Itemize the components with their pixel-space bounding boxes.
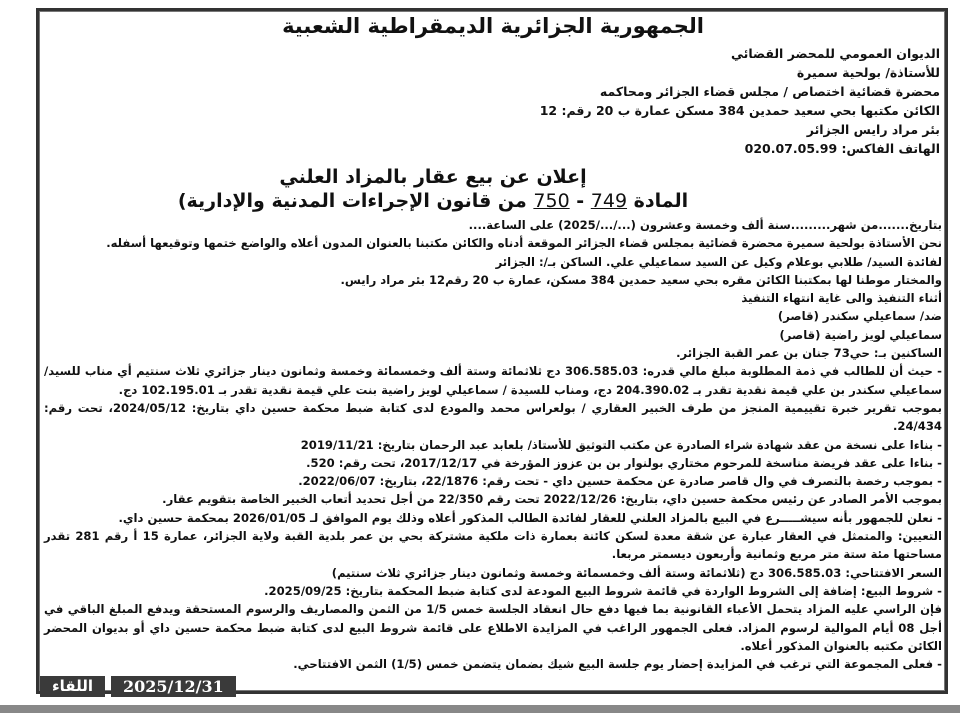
body-paragraph: - حيث أن للطالب في ذمة المطلوبة مبلغ مالي قدره: 306.585.03 دج ثلاثمائة وستة ألف وخمسمائة وخمسة وثمانون دينار جزائري ثلاث سنتيم أي مناب للسيد/ سماعيلي سكندر بن علي قيمة نقدية تقدر بـ 204.390.02 دج، ومناب للسيدة / سماعيلي لويز راضية بنت علي قيمة نقدية تقدر بـ 102.195.01 دج. [44,364,942,397]
article-number: 750 [533,190,570,212]
body-paragraph: أثناء التنفيذ والى غاية انتهاء التنفيذ [741,291,942,306]
body-paragraph: نحن الأستاذة بولحية سميرة محضرة قضائية بمجلس قضاء الجزائر الموقعة أدناه والكائن مكتبنا بالعنوان المدون أعلاه والواضع ختمها وتوقيعها أسفله. [106,236,942,251]
body-paragraph: بموجب تقرير خبرة تقييمية المنجز من طرف الخبير العقاري / بولعراس محمد والمودع لدى كتابة ضبط محكمة حسين داي بتاريخ: 2024/05/12، تحت رقم: 24/434. [44,400,942,434]
publication-footer [40,676,236,697]
article-prefix: المادة [633,190,689,212]
body-paragraph: - بناءا على عقد فريضة مناسخة للمرحوم مختاري بولنوار بن بن عزوز المؤرخة في 2017/12/17، تحت رقم: 520. [306,455,942,470]
legal-notice [44,12,942,673]
article-separator: - [569,190,591,212]
article-suffix: من قانون الإجراءات المدنية والإدارية) [177,190,534,212]
notice-headline: إعلان عن بيع عقار بالمزاد العلني [279,166,587,188]
body-paragraph: فإن الراسي عليه المزاد يتحمل الأعباء القانونية بما فيها دفع حال انعقاد الجلسة خمس 1/5 من الثمن والمصاريف والرسوم المستحقة ويدفع المبلغ الباقي في أجل 08 أيام الموالية لرسوم المزاد. فعلى الجمهور الراغب في المزايدة الاطلاع على قائمة شروط البيع لدى كتابة ضبط محكمة حسين داي أو بديوان المحضر الكائن مكتبه بالعنوان المذكور أعلاه. [44,602,942,653]
page-edge-divider [0,705,960,713]
header-line: الديوان العمومي للمحضر القضائي [731,46,940,61]
body-paragraph: - نعلن للجمهور بأنه سيشـــــرع في البيع بالمزاد العلني للعقار لفائدة الطالب المذكور أعلاه وذلك يوم الموافق لـ 2026/01/05 بمحكمة حسين داي. [118,510,942,525]
body-paragraph: بتاريخ.......من شهر.........سنة ألف وخمسة وعشرون (.../.../2025) على الساعة.... [468,218,942,232]
body-paragraph: والمختار موطنا لها بمكتبنا الكائن مقره بحي سعيد حمدين 384 مسكن، عمارة ب 20 رقم12 بئر مراد رايس. [340,272,942,287]
publication-name: اللقاء [40,676,105,697]
body-paragraph: ضد/ سماعيلي سكندر (قاصر) [777,309,942,324]
body-paragraph: بموجب الأمر الصادر عن رئيس محكمة حسين داي، بتاريخ: 2022/12/26 تحت رقم 22/350 من أجل تحديد أتعاب الخبير الخاصة بتقويم عقار. [162,492,942,507]
header-line: محضرة قضائية اختصاص / مجلس قضاء الجزائر ومحاكمه [599,84,940,99]
header-line: بئر مراد رايس الجزائر [806,122,940,137]
body-paragraph: - فعلى المجموعة التي ترغب في المزايدة إحضار يوم جلسة البيع شيك بضمان يتضمن خمس (1/5) الثمن الافتتاحي. [293,657,942,672]
body-paragraph: لفائدة السيد/ طلابي بوعلام وكيل عن السيد سماعيلي علي. الساكن بـ/: الجزائر [495,254,942,269]
body-paragraph: التعيين: والمتمثل في العقار عبارة عن شقة معدة لسكن كائنة بعمارة ذات ملكية مشتركة بحي بن عمر بلدية القبة ولاية الجزائر، عمارة 15 أ رقم 281 تقدر مساحتها مئة ستة متر مربع وثمانية وأربعون ديسمتر مربعا. [44,529,942,562]
body-paragraph: السعر الافتتاحي: 306.585.03 دج (ثلاثمائة وستة ألف وخمسمائة وخمسة وثمانون دينار جزائري ثلاث سنتيم) [331,565,942,580]
body-paragraph: الساكنين بـ: حي73 جنان بن عمر القبة الجزائر. [676,346,942,361]
body-paragraph: سماعيلي لويز راضية (قاصر) [779,327,942,342]
header-line: الكائن مكتبها بحي سعيد حمدين 384 مسكن عمارة ب 20 رقم: 12 [539,103,940,118]
header-line: للأستاذة/ بولحية سميرة [796,65,940,80]
article-reference [44,190,942,212]
bailiff-office-header [44,44,942,158]
body-paragraph: - بموجب رخصة بالتصرف في وال قاصر صادرة عن محكمة حسين داي - تحت رقم: 22/1876، بتاريخ: 2022/06/07. [298,474,942,489]
header-line: الهاتف الفاكس: 020.07.05.99 [744,141,940,156]
body-paragraph: - بناءا على نسخة من عقد شهادة شراء الصادرة عن مكتب التوثيق للأستاذ/ بلعابد عبد الرحمان بتاريخ: 2019/11/21 [300,437,942,452]
article-number: 749 [590,190,628,212]
notice-body [44,216,942,673]
republic-title: الجمهورية الجزائرية الديمقراطية الشعبية [282,14,704,38]
publication-date: 2025/12/31 [111,676,236,697]
body-paragraph: - شروط البيع: إضافة إلى الشروط الواردة في قائمة شروط البيع المودعة لدى كتابة ضبط المحكمة بتاريخ: 2025/09/25. [264,583,942,598]
